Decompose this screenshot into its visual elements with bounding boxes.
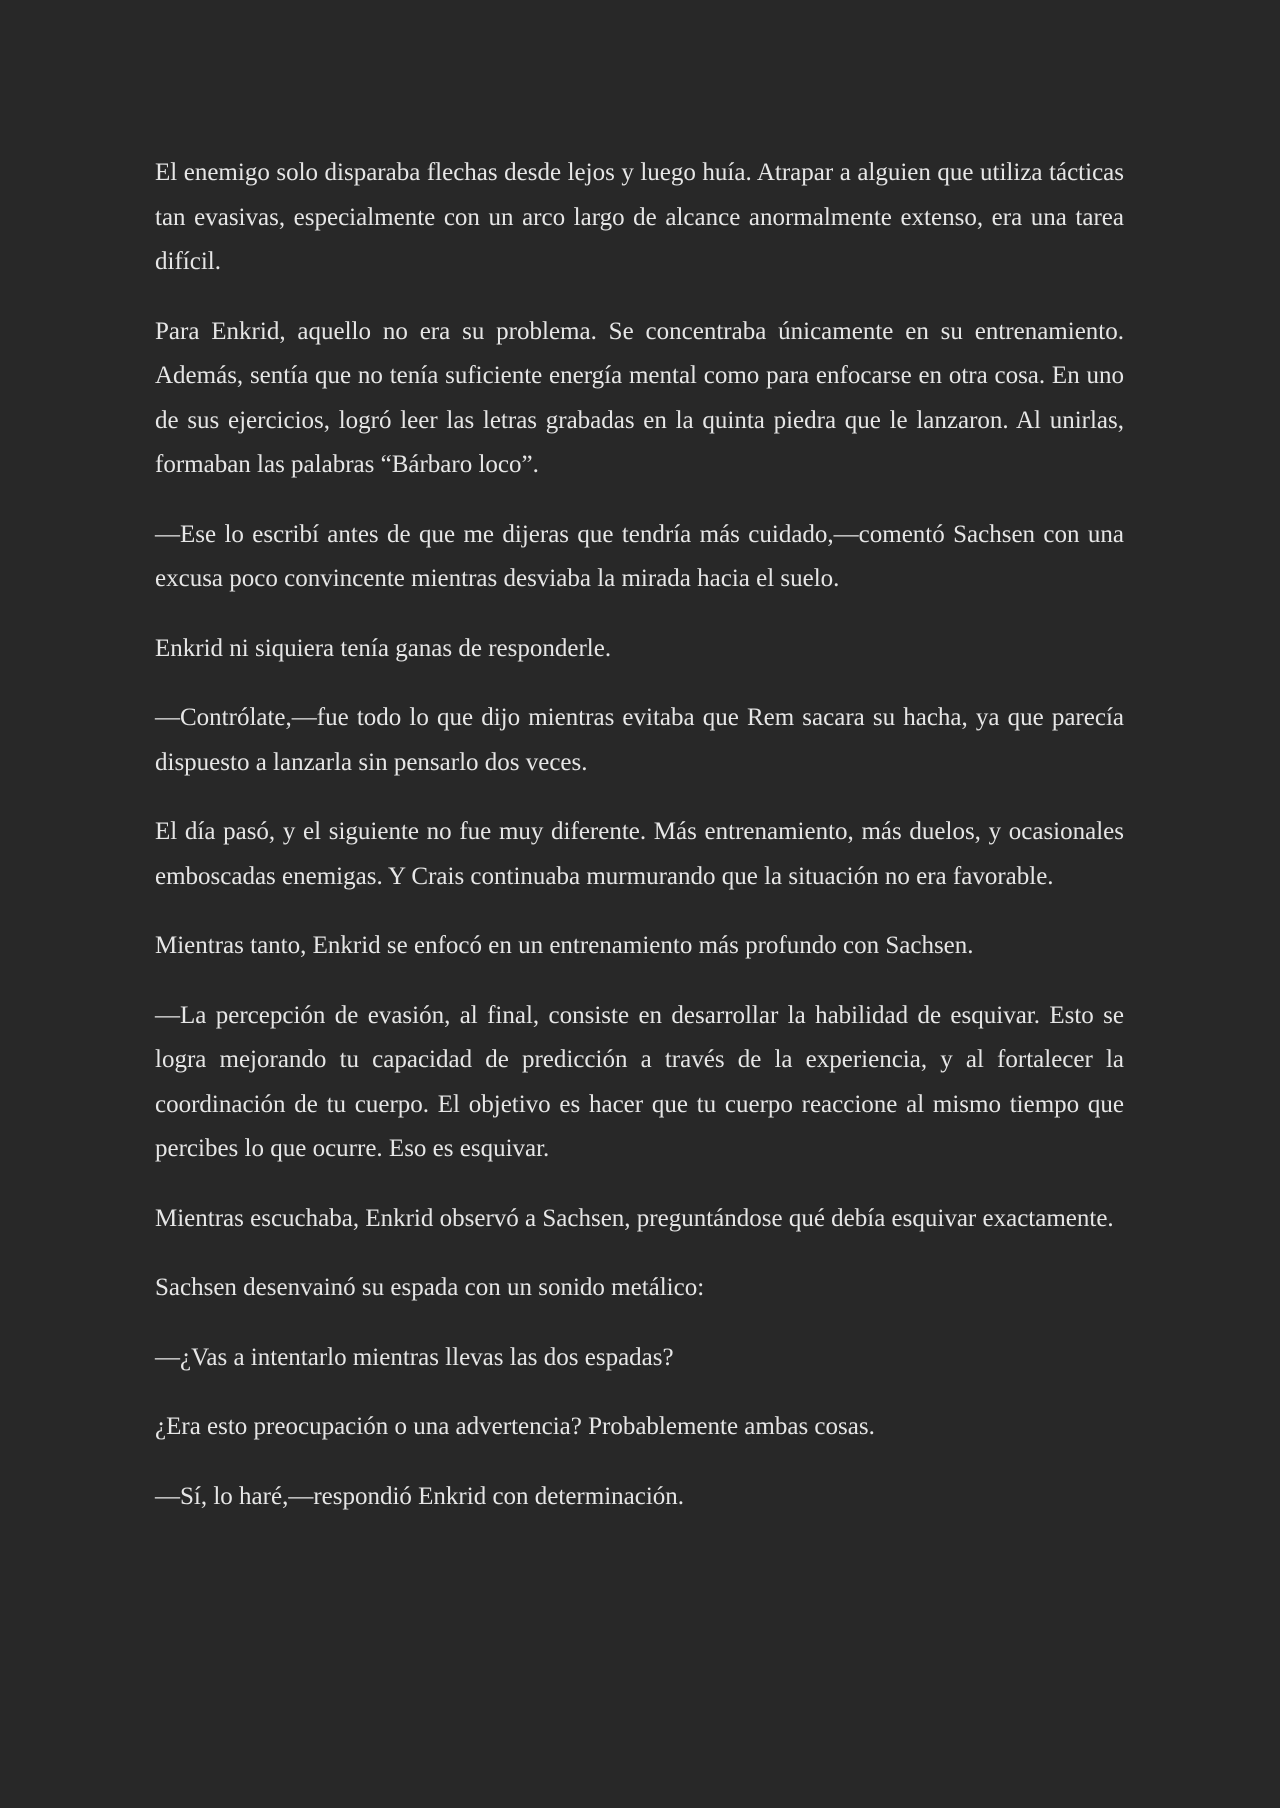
paragraph-5: —Contrólate,—fue todo lo que dijo mientras evitaba que Rem sacara su hacha, ya que parecía dispuesto a lanzarla sin pensarlo dos veces. <box>155 704 1124 776</box>
paragraph-11: —¿Vas a intentarlo mientras llevas las dos espadas? <box>155 1343 674 1371</box>
reading-page <box>155 151 1124 1544</box>
paragraph-13: —Sí, lo haré,—respondió Enkrid con determinación. <box>155 1482 685 1510</box>
paragraph-2: Para Enkrid, aquello no era su problema. Se concentraba únicamente en su entrenamiento. Además, sentía que no tenía suficiente energía mental como para enfocarse en otra cosa. En uno de sus ejercicios, logró leer las letras grabadas en la quinta piedra que le lanzaron. Al unirlas, formaban las palabras “Bárbaro loco”. <box>155 317 1124 478</box>
paragraph-9: Mientras escuchaba, Enkrid observó a Sachsen, preguntándose qué debía esquivar exactamente. <box>155 1204 1114 1232</box>
paragraph-1: El enemigo solo disparaba flechas desde lejos y luego huía. Atrapar a alguien que utiliza tácticas tan evasivas, especialmente con un arco largo de alcance anormalmente extenso, era una tarea difícil. <box>155 159 1124 275</box>
paragraph-12: ¿Era esto preocupación o una advertencia? Probablemente ambas cosas. <box>155 1413 875 1440</box>
paragraph-8: —La percepción de evasión, al final, consiste en desarrollar la habilidad de esquivar. Esto se logra mejorando tu capacidad de predicción a través de la experiencia, y al fortalecer la coordinación de tu cuerpo. El objetivo es hacer que tu cuerpo reaccione al mismo tiempo que percibes lo que ocurre. Eso es esquivar. <box>155 1001 1124 1162</box>
paragraph-3: —Ese lo escribí antes de que me dijeras que tendría más cuidado,—comentó Sachsen con una excusa poco convincente mientras desviaba la mirada hacia el suelo. <box>155 520 1124 592</box>
paragraph-10: Sachsen desenvainó su espada con un sonido metálico: <box>155 1274 705 1301</box>
paragraph-6: El día pasó, y el siguiente no fue muy diferente. Más entrenamiento, más duelos, y ocasionales emboscadas enemigas. Y Crais continuaba murmurando que la situación no era favorable. <box>155 818 1124 890</box>
paragraph-4: Enkrid ni siquiera tenía ganas de responderle. <box>155 634 612 662</box>
paragraph-7: Mientras tanto, Enkrid se enfocó en un entrenamiento más profundo con Sachsen. <box>155 932 974 959</box>
